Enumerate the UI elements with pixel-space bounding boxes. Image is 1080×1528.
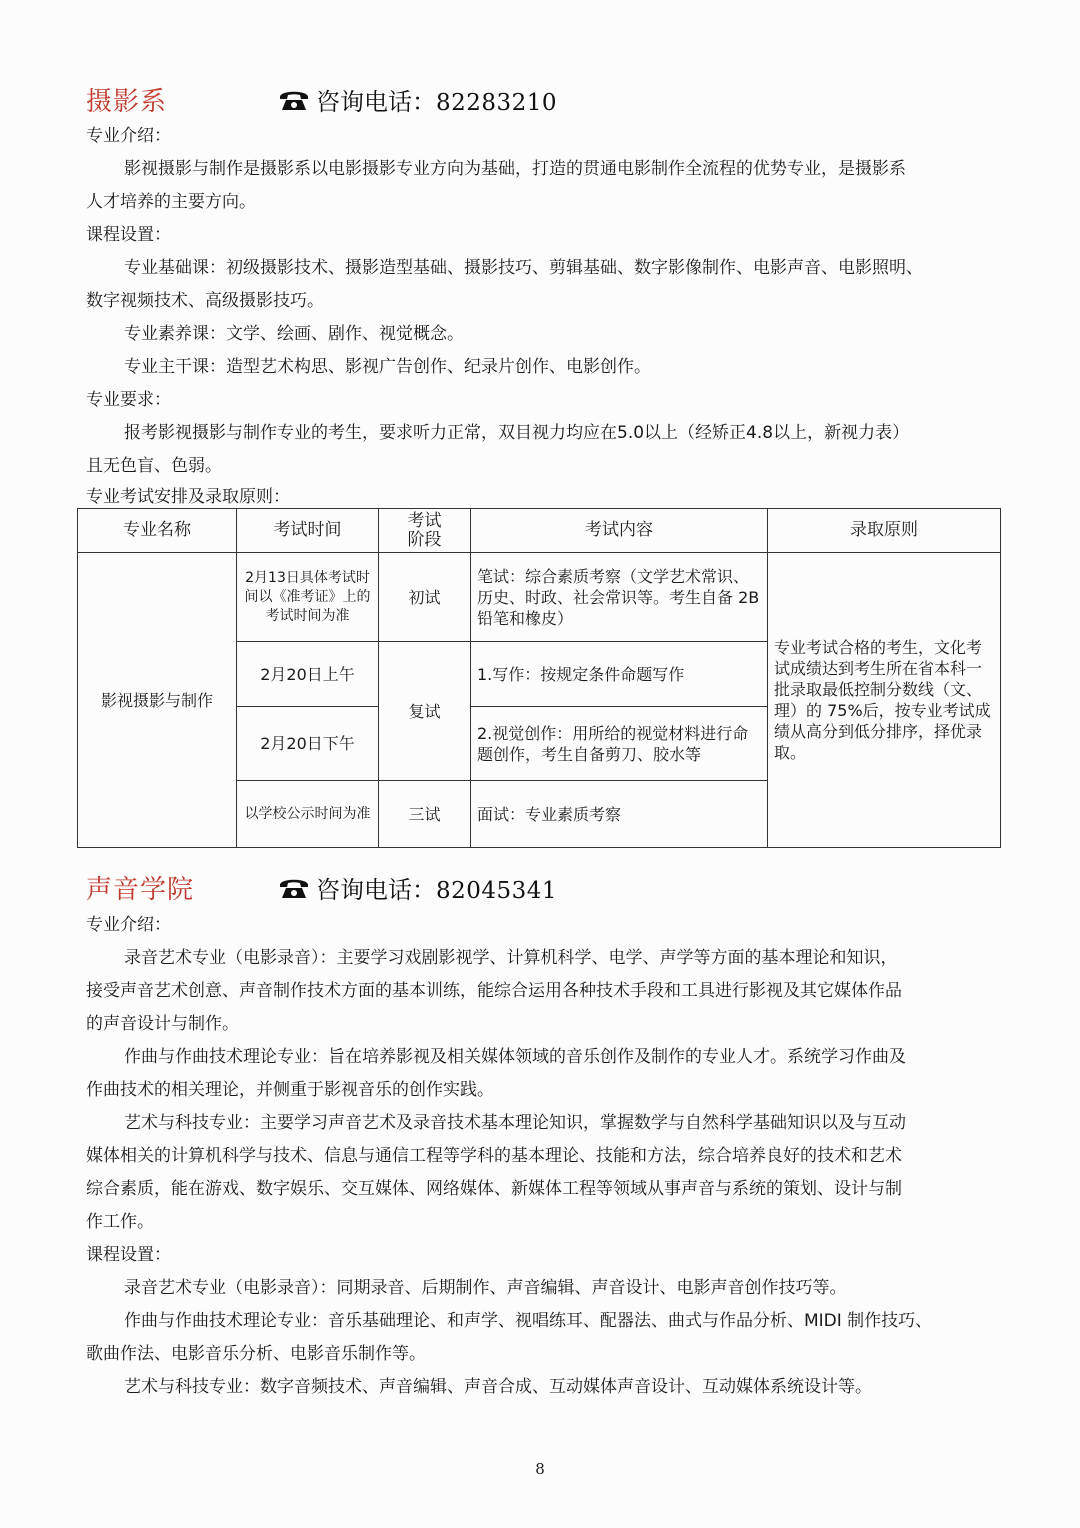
exam-stage-cell: 复试 — [379, 642, 471, 781]
intro-text: 作曲技术的相关理论，并侧重于影视音乐的创作实践。 — [86, 1080, 494, 1100]
table-header: 考试内容 — [471, 509, 768, 553]
course-text: 专业主干课：造型艺术构思、影视广告创作、纪录片创作、电影创作。 — [124, 357, 651, 377]
requirement-text: 且无色盲、色弱。 — [86, 456, 222, 476]
admission-principle-cell: 专业考试合格的考生，文化考试成绩达到考生所在省本科一批录取最低控制分数线（文、理）的 75%后，按专业考试成绩从高分到低分排序，择优录取。 — [768, 553, 1001, 848]
section-header-photography — [86, 82, 1006, 122]
phone-line — [278, 870, 557, 911]
exam-time-cell: 2月20日下午 — [237, 707, 379, 781]
exam-time-cell: 以学校公示时间为准 — [237, 781, 379, 848]
table-row — [78, 553, 1001, 642]
exam-content-cell: 笔试：综合素质考察（文学艺术常识、历史、时政、社会常识等。考生自备 2B 铅笔和橡皮） — [471, 553, 768, 642]
intro-text: 作曲与作曲技术理论专业：旨在培养影视及相关媒体领域的音乐创作及制作的专业人才。系统学习作曲及 — [124, 1047, 906, 1067]
phone-line — [278, 82, 557, 123]
phone-number: 82045341 — [436, 878, 558, 904]
intro-text: 艺术与科技专业：主要学习声音艺术及录音技术基本理论知识，掌握数学与自然科学基础知识以及与互动 — [124, 1113, 906, 1133]
exam-time-cell: 2月20日上午 — [237, 642, 379, 707]
phone-number: 82283210 — [436, 90, 558, 116]
section-header-sound — [86, 870, 1006, 910]
section-title: 声音学院 — [86, 875, 195, 905]
intro-text: 媒体相关的计算机科学与技术、信息与通信工程等学科的基本理论、技能和方法，综合培养良好的技术和艺术 — [86, 1146, 902, 1166]
page-number: 8 — [535, 1460, 545, 1478]
requirement-label: 专业要求： — [86, 390, 171, 410]
table-header: 录取原则 — [768, 509, 1001, 553]
course-text: 作曲与作曲技术理论专业：音乐基础理论、和声学、视唱练耳、配器法、曲式与作品分析、MIDI 制作技巧、 — [124, 1311, 933, 1331]
intro-text: 的声音设计与制作。 — [86, 1014, 239, 1034]
course-text: 专业素养课：文学、绘画、剧作、视觉概念。 — [124, 324, 464, 344]
exam-stage-cell: 初试 — [379, 553, 471, 642]
table-header: 专业名称 — [78, 509, 237, 553]
intro-label: 专业介绍： — [86, 126, 171, 146]
intro-text: 录音艺术专业（电影录音）：主要学习戏剧影视学、计算机科学、电学、声学等方面的基本理论和知识， — [124, 948, 898, 968]
course-text: 艺术与科技专业：数字音频技术、声音编辑、声音合成、互动媒体声音设计、互动媒体系统设计等。 — [124, 1377, 872, 1397]
course-text: 专业基础课：初级摄影技术、摄影造型基础、摄影技巧、剪辑基础、数字影像制作、电影声音、电影照明、 — [124, 258, 923, 278]
intro-label: 专业介绍： — [86, 915, 171, 935]
course-label: 课程设置： — [86, 225, 171, 245]
course-text: 数字视频技术、高级摄影技巧。 — [86, 291, 324, 311]
phone-label: 咨询电话： — [316, 88, 436, 116]
section-title: 摄影系 — [86, 87, 168, 117]
table-header: 考试阶段 — [379, 509, 471, 553]
phone-label: 咨询电话： — [316, 876, 436, 904]
exam-time-cell: 2月13日具体考试时间以《准考证》上的考试时间为准 — [237, 553, 379, 642]
course-text: 录音艺术专业（电影录音）：同期录音、后期制作、声音编辑、声音设计、电影声音创作技巧等。 — [124, 1278, 847, 1298]
intro-text: 接受声音艺术创意、声音制作技术方面的基本训练，能综合运用各种技术手段和工具进行影视及其它媒体作品 — [86, 981, 902, 1001]
course-label: 课程设置： — [86, 1245, 171, 1265]
exam-content-cell: 2.视觉创作：用所给的视觉材料进行命题创作，考生自备剪刀、胶水等 — [471, 707, 768, 781]
requirement-text: 报考影视摄影与制作专业的考生，要求听力正常，双目视力均应在5.0以上（经矫正4.8以上，新视力表） — [124, 423, 910, 443]
exam-label: 专业考试安排及录取原则： — [86, 487, 290, 507]
telephone-icon — [278, 84, 310, 108]
intro-text: 综合素质，能在游戏、数字娱乐、交互媒体、网络媒体、新媒体工程等领域从事声音与系统的策划、设计与制 — [86, 1179, 902, 1199]
intro-text: 影视摄影与制作是摄影系以电影摄影专业方向为基础，打造的贯通电影制作全流程的优势专业，是摄影系 — [124, 159, 906, 179]
intro-text: 作工作。 — [86, 1212, 154, 1232]
table-header-row — [78, 509, 1001, 553]
exam-stage-cell: 三试 — [379, 781, 471, 848]
major-cell: 影视摄影与制作 — [78, 553, 237, 848]
exam-content-cell: 1.写作：按规定条件命题写作 — [471, 642, 768, 707]
exam-content-cell: 面试：专业素质考察 — [471, 781, 768, 848]
telephone-icon — [278, 872, 310, 896]
exam-table — [77, 508, 1001, 848]
intro-text: 人才培养的主要方向。 — [86, 192, 256, 212]
table-header: 考试时间 — [237, 509, 379, 553]
course-text: 歌曲作法、电影音乐分析、电影音乐制作等。 — [86, 1344, 426, 1364]
